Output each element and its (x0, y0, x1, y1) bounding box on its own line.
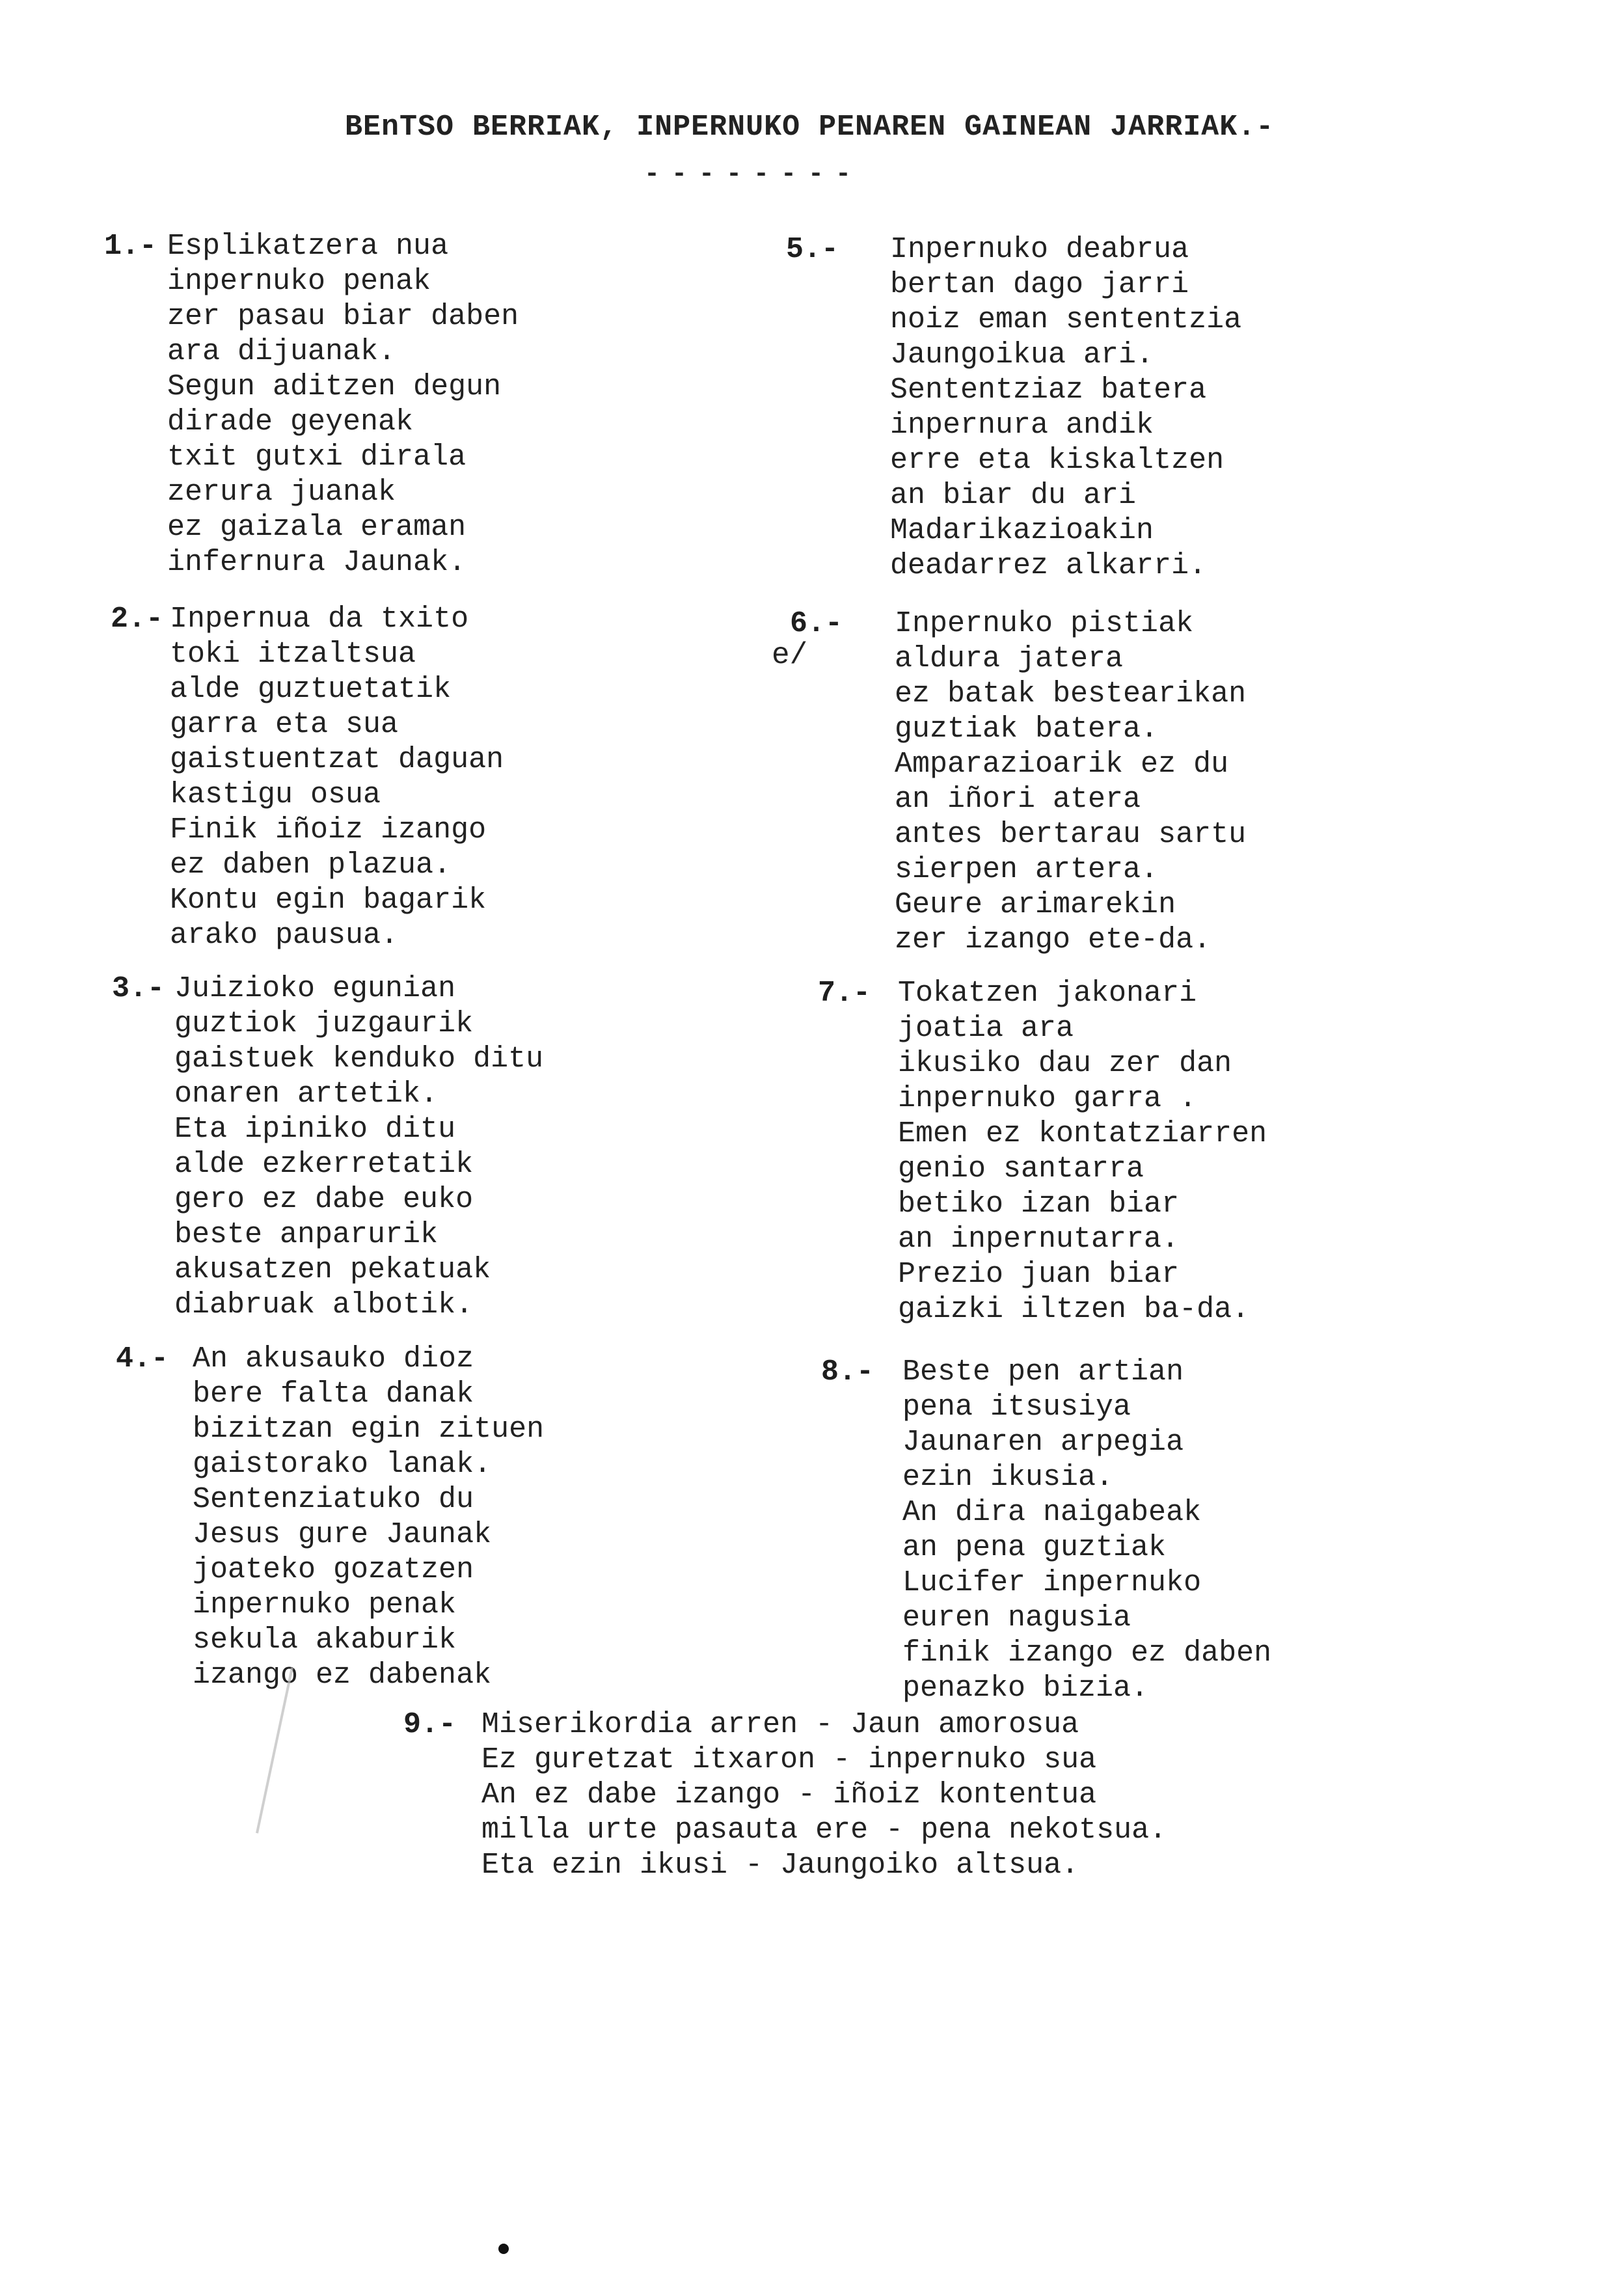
verse-line: alde guztuetatik (170, 673, 452, 706)
margin-mark: e/ (772, 638, 808, 672)
verse-line: guztiok juzgaurik (174, 1007, 474, 1040)
verse-line: antes bertarau sartu (895, 818, 1247, 851)
verse-line: Sentenziatuko du (193, 1483, 474, 1516)
verse-line: Geure arimarekin (895, 888, 1176, 921)
verse-line: An ez dabe izango - iñoiz kontentua (481, 1778, 1097, 1812)
verse-line: Kontu egin bagarik (170, 884, 487, 917)
verse-line: Eta ipiniko ditu (174, 1113, 456, 1146)
verse-line: kastigu osua (170, 778, 381, 811)
verse-line: zer pasau biar daben (167, 300, 519, 333)
verse-line: an iñori atera (895, 783, 1141, 816)
verse-line: aldura jatera (895, 642, 1124, 675)
verse-line: genio santarra (898, 1152, 1144, 1186)
stanza-lines (890, 232, 1241, 584)
verse-line: pena itsusiya (902, 1391, 1131, 1424)
stanza-number: 6.- (790, 607, 843, 640)
verse-line: ez batak bestearikan (895, 677, 1247, 711)
stanza-number: 8.- (821, 1355, 874, 1389)
verse-line: dirade geyenak (167, 405, 414, 439)
verse-line: an inpernutarra. (898, 1223, 1180, 1256)
verse-line: sekula akaburik (193, 1623, 457, 1657)
verse-line: zerura juanak (167, 476, 396, 509)
verse-line: guztiak batera. (895, 713, 1159, 746)
verse-line: finik izango ez daben (902, 1637, 1272, 1670)
verse-line: izango ez dabenak (193, 1659, 492, 1692)
verse-line: joatia ara (898, 1012, 1074, 1045)
verse-line: Juizioko egunian (174, 972, 456, 1005)
stanza-lines (193, 1342, 544, 1693)
verse-line: infernura Jaunak. (167, 546, 467, 579)
verse-line: ez gaizala eraman (167, 511, 467, 544)
stanza-lines (898, 976, 1267, 1327)
verse-line: Ez guretzat itxaron - inpernuko sua (481, 1743, 1097, 1776)
verse-line: Inpernua da txito (170, 603, 469, 636)
stanza-lines (167, 229, 519, 580)
stanza-number: 3.- (112, 972, 165, 1005)
verse-line: an biar du ari (890, 479, 1137, 512)
verse-line: Inpernuko deabrua (890, 233, 1189, 266)
verse-line: zer izango ete-da. (895, 923, 1211, 957)
verse-line: noiz eman sententzia (890, 303, 1242, 336)
verse-line: joateko gozatzen (193, 1553, 474, 1586)
stanza-number: 2.- (111, 603, 164, 636)
stanza-number: 4.- (116, 1342, 169, 1376)
title-underline: -------- (644, 160, 863, 189)
verse-line: Jesus gure Jaunak (193, 1518, 492, 1551)
verse-line: inpernuko penak (167, 265, 431, 298)
verse-line: milla urte pasauta ere - pena nekotsua. (481, 1813, 1167, 1847)
ink-dot (498, 2244, 509, 2254)
stanza-lines (174, 971, 543, 1323)
stanza-number: 7.- (818, 977, 871, 1010)
page-title: BEnTSO BERRIAK, INPERNUKO PENAREN GAINEAN JARRIAK.- (345, 111, 1275, 144)
verse-line: garra eta sua (170, 708, 399, 741)
verse-line: arako pausua. (170, 919, 399, 952)
verse-line: beste anparurik (174, 1218, 439, 1251)
verse-line: Amparazioarik ez du (895, 748, 1229, 781)
verse-line: txit gutxi dirala (167, 441, 467, 474)
verse-line: Miserikordia arren - Jaun amorosua (481, 1708, 1079, 1741)
verse-line: inpernuko penak (193, 1588, 457, 1622)
stanza-lines (481, 1707, 1167, 1883)
verse-line: sierpen artera. (895, 853, 1159, 886)
verse-line: inpernura andik (890, 409, 1154, 442)
verse-line: Eta ezin ikusi - Jaungoiko altsua. (481, 1849, 1079, 1882)
stanza-number: 9.- (403, 1708, 457, 1741)
verse-line: Lucifer inpernuko (902, 1566, 1202, 1599)
verse-line: bizitzan egin zituen (193, 1413, 545, 1446)
verse-line: bere falta danak (193, 1378, 474, 1411)
verse-line: ezin ikusia. (902, 1461, 1114, 1494)
verse-line: onaren artetik. (174, 1078, 439, 1111)
verse-line: ez daben plazua. (170, 849, 452, 882)
verse-line: Finik iñoiz izango (170, 813, 487, 847)
verse-line: toki itzaltsua (170, 638, 416, 671)
stanza-lines (170, 602, 504, 953)
verse-line: alde ezkerretatik (174, 1148, 474, 1181)
verse-line: Madarikazioakin (890, 514, 1154, 547)
verse-line: An akusauko dioz (193, 1342, 474, 1376)
verse-line: Emen ez kontatziarren (898, 1117, 1267, 1150)
verse-line: Inpernuko pistiak (895, 607, 1194, 640)
verse-line: Jaungoikua ari. (890, 338, 1154, 372)
verse-line: erre eta kiskaltzen (890, 444, 1225, 477)
verse-line: Esplikatzera nua (167, 230, 449, 263)
verse-line: Beste pen artian (902, 1355, 1184, 1389)
stanza-lines (902, 1355, 1271, 1706)
verse-line: diabruak albotik. (174, 1288, 474, 1322)
verse-line: euren nagusia (902, 1601, 1131, 1635)
verse-line: Prezio juan biar (898, 1258, 1180, 1291)
verse-line: deadarrez alkarri. (890, 549, 1207, 582)
verse-line: Segun aditzen degun (167, 370, 502, 403)
verse-line: an pena guztiak (902, 1531, 1167, 1564)
verse-line: gaizki iltzen ba-da. (898, 1293, 1250, 1326)
verse-line: ara dijuanak. (167, 335, 396, 368)
verse-line: betiko izan biar (898, 1188, 1180, 1221)
verse-line: Jaunaren arpegia (902, 1426, 1184, 1459)
verse-line: gaistorako lanak. (193, 1448, 492, 1481)
verse-line: gaistuek kenduko ditu (174, 1042, 544, 1076)
verse-line: Sententziaz batera (890, 374, 1207, 407)
stanza-lines (895, 606, 1246, 958)
verse-line: gaistuentzat daguan (170, 743, 504, 776)
verse-line: bertan dago jarri (890, 268, 1189, 301)
verse-line: akusatzen pekatuak (174, 1253, 491, 1286)
stanza-number: 1.- (104, 230, 157, 263)
verse-line: ikusiko dau zer dan (898, 1047, 1232, 1080)
stanza-number: 5.- (786, 233, 839, 266)
verse-line: gero ez dabe euko (174, 1183, 474, 1216)
verse-line: An dira naigabeak (902, 1496, 1202, 1529)
verse-line: penazko bizia. (902, 1672, 1149, 1705)
verse-line: inpernuko garra . (898, 1082, 1197, 1115)
verse-line: Tokatzen jakonari (898, 977, 1197, 1010)
